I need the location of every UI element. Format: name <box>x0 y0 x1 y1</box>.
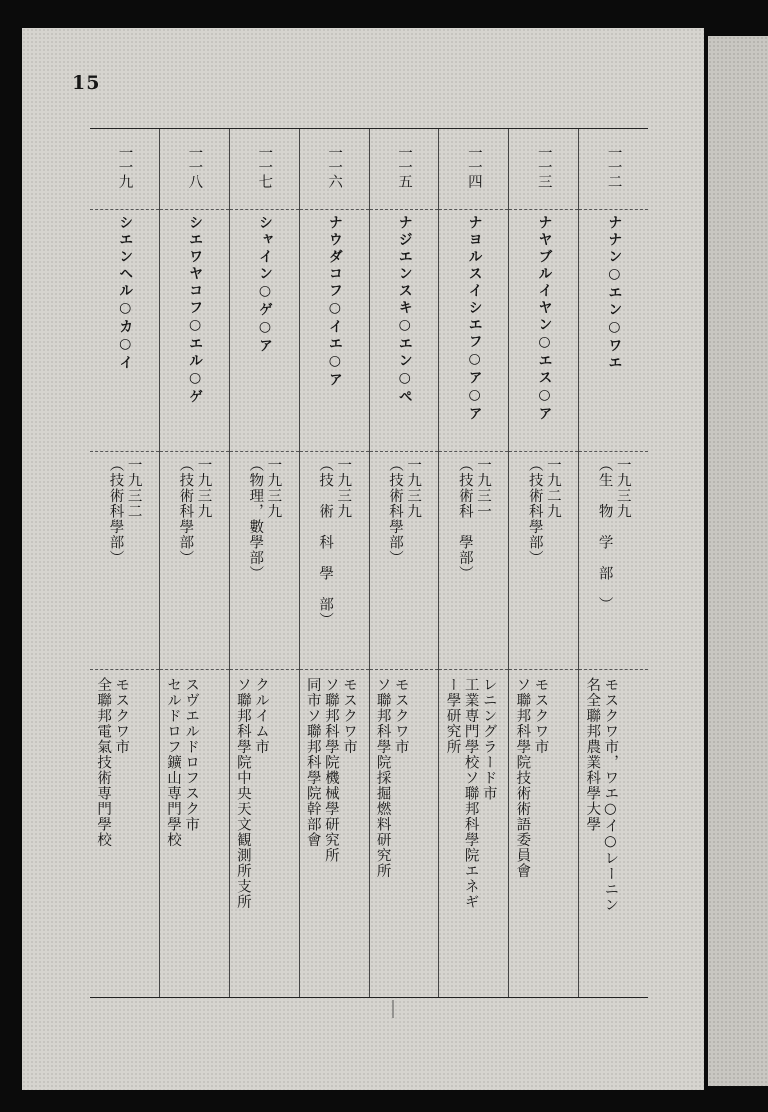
entry-name: シエワヤコフ○エル○ゲ <box>187 215 204 406</box>
entry-institution: モスクワ市 全聯邦電氣技術専門學校 <box>95 677 130 848</box>
entry-year-department: 一九二九 （技術科學部） <box>526 457 561 566</box>
entry-number: 一一七 <box>256 145 273 189</box>
entry-institution: モスクワ市 ソ聯邦科學院技術術語委員會 <box>514 677 549 879</box>
entry-year-department: 一九三九 （技術科學部） <box>386 457 422 566</box>
table-row <box>229 129 299 997</box>
entry-number: 一一八 <box>186 145 203 189</box>
table-row <box>159 129 229 997</box>
entry-institution: レニングラード市 工業専門學校ソ聯邦科學院エネギ ー學研究所 <box>444 677 497 910</box>
entry-year-department: 一九三一 （技術科 學部） <box>456 457 491 581</box>
entry-institution: スヴエルドロフスク市 セルドロフ鑛山専門學校 <box>165 677 200 848</box>
entry-name: ナウダコフ○イエ○ア <box>326 215 343 389</box>
entry-year-department: 一九三九 （物理，數學部） <box>247 457 282 581</box>
entry-institution: モスクワ市 ソ聯邦科學院採掘燃料研究所 <box>374 677 409 879</box>
table-row <box>299 129 369 997</box>
entry-number: 一一五 <box>396 145 412 189</box>
entry-institution: モスクワ市，ワエ○イ○レーニン 名全聯邦農業科學大學 <box>584 677 619 913</box>
member-table <box>90 128 648 998</box>
entry-name: シエンヘル○カ○イ <box>117 215 134 372</box>
entry-name: シャイン○ゲ○ア <box>256 215 273 355</box>
ink-mark <box>392 1000 400 1018</box>
entry-year-department: 一九三二 （技術科學部） <box>107 457 142 566</box>
entry-number: 一一九 <box>116 145 133 189</box>
page-number: 15 <box>72 72 101 94</box>
entry-year-department: 一九三九 （技 術 科 學 部） <box>317 457 352 628</box>
table-row <box>438 129 508 997</box>
entry-number: 一一六 <box>326 145 343 189</box>
entry-number: 一一三 <box>535 145 552 189</box>
entry-number: 一一四 <box>465 145 482 189</box>
entry-institution: クルイム市 ソ聯邦科學院中央天文観測所支所 <box>234 677 269 910</box>
table-row <box>90 129 159 997</box>
adjacent-page-edge <box>708 36 768 1086</box>
table-row <box>369 129 439 997</box>
entry-number: 一一二 <box>605 145 622 189</box>
table-row <box>578 129 648 997</box>
entry-name: ナヤブルイヤン○エス○ア <box>536 215 553 423</box>
entry-name: ナジエンスキ○エン○ペ <box>396 215 413 406</box>
table-row <box>508 129 578 997</box>
entry-name: ナナン○エン○ワエ <box>606 215 623 372</box>
entry-name: ナヨルスイシエフ○ア○ア <box>466 215 483 423</box>
entry-year-department: 一九三九 （技術科學部） <box>177 457 212 566</box>
entry-year-department: 一九三九 （生 物 学 部 ） <box>596 457 631 612</box>
entry-institution: モスクワ市 ソ聯邦科學院機械學研究所 同市ソ聯邦科學院幹部會 <box>304 677 357 863</box>
